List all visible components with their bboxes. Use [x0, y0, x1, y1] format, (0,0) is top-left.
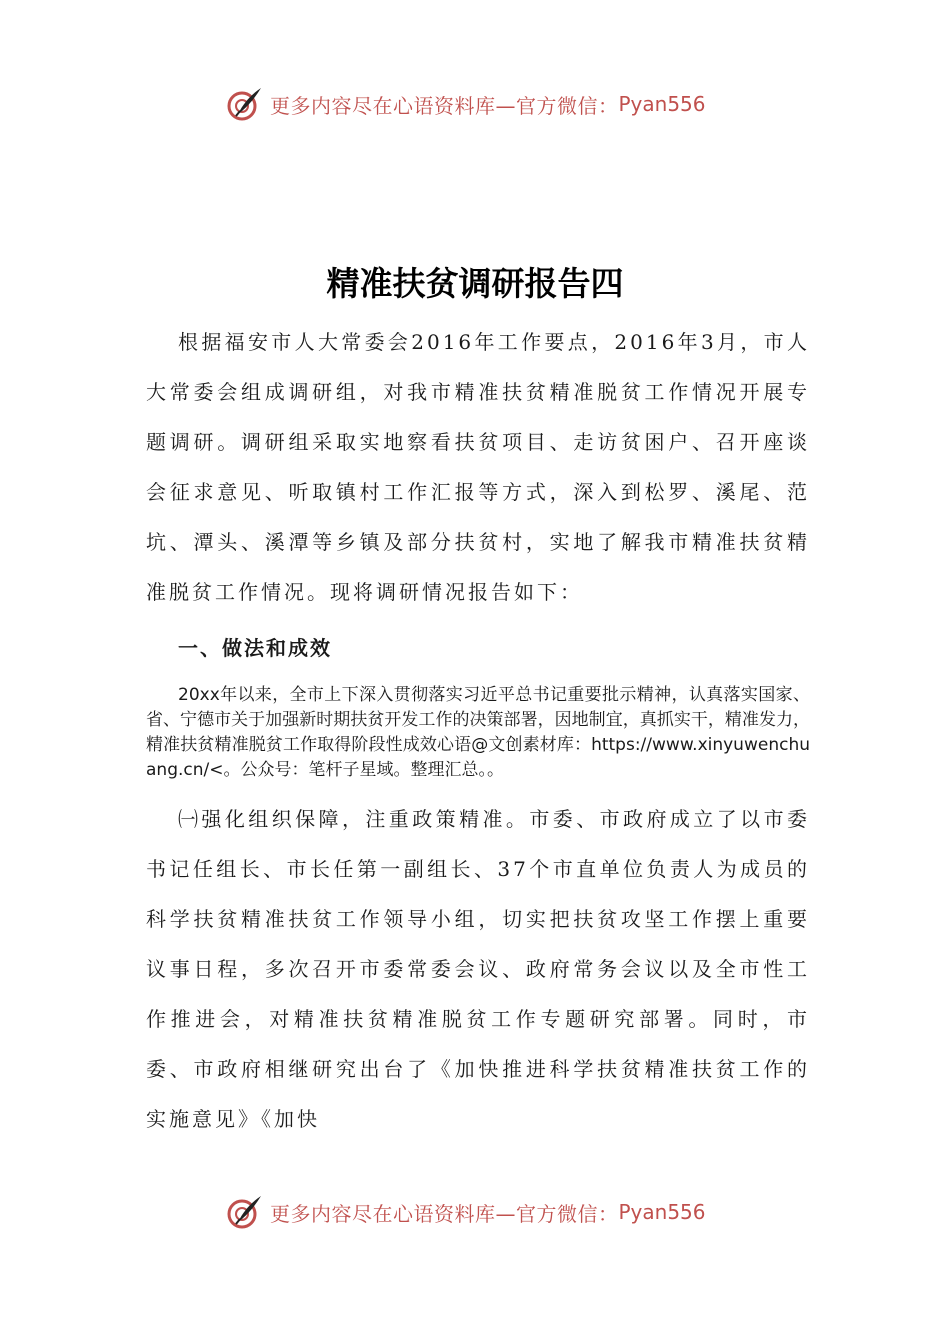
footer-banner	[224, 1190, 706, 1234]
section-paragraph: 20xx年以来，全市上下深入贯彻落实习近平总书记重要批示精神，认真落实国家、省、宁德市关于加强新时期扶贫开发工作的决策部署，因地制宜，真抓实干，精准发力，精准扶贫精准脱贫工作取得阶段性成效心语@文创素材库：https://www.xinyuwenchuang.cn/<。公众号：笔杆子星域。整理汇总。。	[146, 685, 810, 780]
feather-logo-icon	[224, 1192, 264, 1232]
item-paragraph: ㈠强化组织保障，注重政策精准。市委、市政府成立了以市委书记任组长、市长任第一副组长、37个市直单位负责人为成员的科学扶贫精准扶贫工作领导小组，切实把扶贫攻坚工作摆上重要议事日程，多次召开市委常委会议、政府常务会议以及全市性工作推进会，对精准扶贫精准脱贫工作专题研究部署。同时，市委、市政府相继研究出台了《加快推进科学扶贫精准扶贫工作的实施意见》《加快	[146, 807, 810, 1131]
banner-wechat-id: Pyan556	[618, 1200, 706, 1224]
document-title: 精准扶贫调研报告四	[326, 264, 624, 303]
header-banner	[224, 82, 706, 126]
section-heading: 一、做法和成效	[178, 636, 332, 660]
banner-text: 更多内容尽在心语资料库—官方微信：	[270, 1201, 619, 1226]
banner-wechat-id: Pyan556	[618, 92, 706, 116]
banner-text: 更多内容尽在心语资料库—官方微信：	[270, 93, 619, 118]
feather-logo-icon	[224, 84, 264, 124]
intro-paragraph: 根据福安市人大常委会2016年工作要点，2016年3月，市人大常委会组成调研组，对我市精准扶贫精准脱贫工作情况开展专题调研。调研组采取实地察看扶贫项目、走访贫困户、召开座谈会征求意见、听取镇村工作汇报等方式，深入到松罗、溪尾、范坑、潭头、溪潭等乡镇及部分扶贫村，实地了解我市精准扶贫精准脱贫工作情况。现将调研情况报告如下：	[146, 330, 810, 604]
